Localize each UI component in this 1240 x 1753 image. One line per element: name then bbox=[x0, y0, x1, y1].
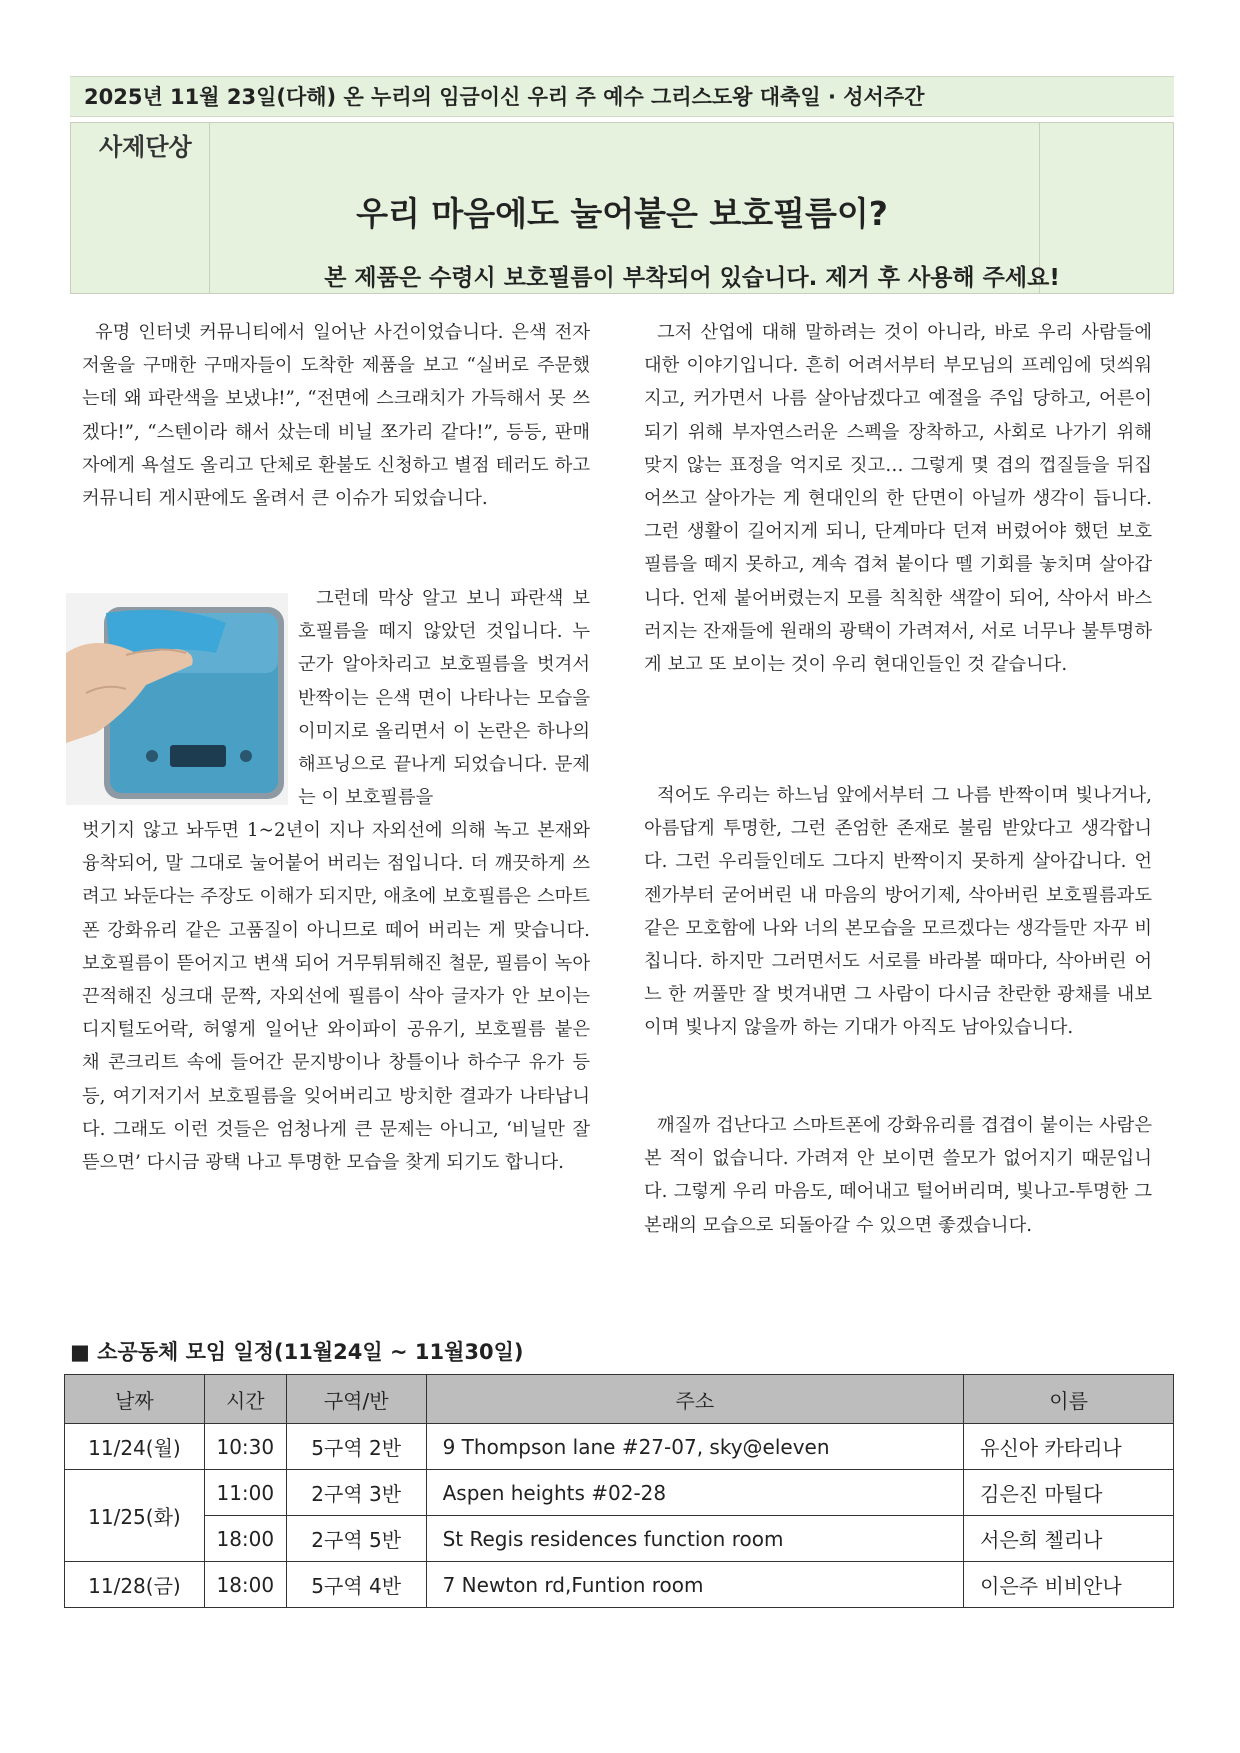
cell-name: 서은희 첼리나 bbox=[964, 1516, 1174, 1562]
header-divider-left bbox=[209, 123, 210, 293]
cell-time: 18:00 bbox=[204, 1516, 286, 1562]
header-name: 이름 bbox=[964, 1375, 1174, 1424]
cell-date: 11/25(화) bbox=[65, 1470, 205, 1562]
cell-address: St Regis residences function room bbox=[426, 1516, 964, 1562]
cell-zone: 5구역 2반 bbox=[286, 1424, 426, 1470]
header-address: 주소 bbox=[426, 1375, 964, 1424]
cell-name: 이은주 비비안나 bbox=[964, 1562, 1174, 1608]
article-header bbox=[70, 122, 1174, 294]
table-row bbox=[65, 1470, 1174, 1516]
date-banner: 2025년 11월 23일(다해) 온 누리의 임금이신 우리 주 예수 그리스도왕 대축일 · 성서주간 bbox=[70, 76, 1174, 117]
table-row bbox=[65, 1516, 1174, 1562]
table-header-row bbox=[65, 1375, 1174, 1424]
header-time: 시간 bbox=[204, 1375, 286, 1424]
cell-time: 18:00 bbox=[204, 1562, 286, 1608]
column-label: 사제단상 bbox=[99, 132, 192, 161]
right-paragraph-3: 깨질까 겁난다고 스마트폰에 강화유리를 겹겹이 붙이는 사람은 본 적이 없습니다. 가려져 안 보이면 쓸모가 없어지기 때문입니다. 그렇게 우리 마음도, 떼어내고 털어버리며, 빛나고-투명한 그 본래의 모습으로 되돌아갈 수 있으면 좋겠습니다. bbox=[644, 1115, 1152, 1236]
cell-zone: 5구역 4반 bbox=[286, 1562, 426, 1608]
cell-name: 유신아 카타리나 bbox=[964, 1424, 1174, 1470]
cell-zone: 2구역 3반 bbox=[286, 1470, 426, 1516]
right-paragraph-2: 적어도 우리는 하느님 앞에서부터 그 나름 반짝이며 빛나거나, 아름답게 투명한, 그런 존엄한 존재로 불림 받았다고 생각합니다. 그런 우리들인데도 그다지 반짝이지 못하게 살아갑니다. 언젠가부터 굳어버린 내 마음의 방어기제, 삭아버린 보호필름과도 같은 모호함에 나와 너의 본모습을 모르겠다는 생각들만 자꾸 비칩니다. 하지만 그러면서도 서로를 바라볼 때마다, 삭아버린 어느 한 꺼풀만 잘 벗겨내면 그 사람이 다시금 찬란한 광채를 내보이며 빛나지 않을까 하는 기대가 아직도 남아있습니다. bbox=[644, 785, 1152, 1039]
header-zone: 구역/반 bbox=[286, 1375, 426, 1424]
left-paragraph-1: 유명 인터넷 커뮤니티에서 일어난 사건이었습니다. 은색 전자저울을 구매한 구매자들이 도착한 제품을 보고 “실버로 주문했는데 왜 파란색을 보냈냐!”, “전면에 스크래치가 가득해서 못 쓰겠다!”, “스텐이라 해서 샀는데 비닐 쪼가리 같다!”, 등등, 판매자에게 욕설도 올리고 단체로 환불도 신청하고 별점 테러도 하고 커뮤니티 게시판에도 올려서 큰 이슈가 되었습니다. bbox=[82, 322, 590, 510]
header-date: 날짜 bbox=[65, 1375, 205, 1424]
table-row bbox=[65, 1424, 1174, 1470]
schedule-section-title: ■ 소공동체 모임 일정(11월24일 ~ 11월30일) bbox=[70, 1340, 524, 1364]
left-paragraph-2-beside-photo: 그런데 막상 알고 보니 파란색 보호필름을 떼지 않았던 것입니다. 누군가 알아차리고 보호필름을 벗겨서 반짝이는 은색 면이 나타나는 모습을 이미지로 올리면서 이 논란은 하나의 해프닝으로 끝나게 되었습니다. 문제는 이 보호필름을 bbox=[298, 588, 590, 809]
cell-date: 11/28(금) bbox=[65, 1562, 205, 1608]
left-paragraph-2-continued: 벗기지 않고 놔두면 1~2년이 지나 자외선에 의해 녹고 본재와 융착되어, 말 그대로 눌어붙어 버리는 점입니다. 더 깨끗하게 쓰려고 놔둔다는 주장도 이해가 되지만, 애초에 보호필름은 스마트폰 강화유리 같은 고품질이 아니므로 떼어 버리는 게 맞습니다. 보호필름이 뜯어지고 변색 되어 거무튀튀해진 철문, 필름이 녹아 끈적해진 싱크대 문짝, 자외선에 필름이 삭아 글자가 안 보이는 디지털도어락, 허옇게 일어난 와이파이 공유기, 보호필름 붙은 채 콘크리트 속에 들어간 문지방이나 창틀이나 하수구 유가 등등, 여기저기서 보호필름을 잊어버리고 방치한 결과가 나타납니다. 그래도 이런 것들은 엄청나게 큰 문제는 아니고, ‘비닐만 잘 뜯으면’ 다시금 광택 나고 투명한 모습을 찾게 되기도 합니다. bbox=[82, 820, 590, 1174]
cell-zone: 2구역 5반 bbox=[286, 1516, 426, 1562]
article-title: 우리 마음에도 눌어붙은 보호필름이? bbox=[356, 194, 888, 233]
cell-address: 9 Thompson lane #27-07, sky@eleven bbox=[426, 1424, 964, 1470]
cell-time: 11:00 bbox=[204, 1470, 286, 1516]
article-subtitle: 본 제품은 수령시 보호필름이 부착되어 있습니다. 제거 후 사용해 주세요! bbox=[324, 265, 1060, 291]
cell-address: Aspen heights #02-28 bbox=[426, 1470, 964, 1516]
cell-address: 7 Newton rd,Funtion room bbox=[426, 1562, 964, 1608]
blue-film-scale-photo-icon bbox=[66, 593, 288, 805]
cell-date: 11/24(월) bbox=[65, 1424, 205, 1470]
cell-name: 김은진 마틸다 bbox=[964, 1470, 1174, 1516]
schedule-table bbox=[64, 1374, 1174, 1608]
table-row bbox=[65, 1562, 1174, 1608]
cell-time: 10:30 bbox=[204, 1424, 286, 1470]
right-paragraph-1: 그저 산업에 대해 말하려는 것이 아니라, 바로 우리 사람들에 대한 이야기입니다. 흔히 어려서부터 부모님의 프레임에 덧씌워지고, 커가면서 나름 살아남겠다고 예절을 주입 당하고, 어른이 되기 위해 부자연스러운 스펙을 장착하고, 사회로 나가기 위해 맞지 않는 표정을 억지로 짓고… 그렇게 몇 겹의 껍질들을 뒤집어쓰고 살아가는 게 현대인의 한 단면이 아닐까 생각이 듭니다. 그런 생활이 길어지게 되니, 단계마다 던져 버렸어야 했던 보호필름을 떼지 못하고, 계속 겹쳐 붙이다 뗄 기회를 놓치며 살아갑니다. 언제 붙어버렸는지 모를 칙칙한 색깔이 되어, 삭아서 바스러지는 잔재들에 원래의 광택이 가려져서, 서로 너무나 불투명하게 보고 또 보이는 것이 우리 현대인들인 것 같습니다. bbox=[644, 322, 1152, 676]
